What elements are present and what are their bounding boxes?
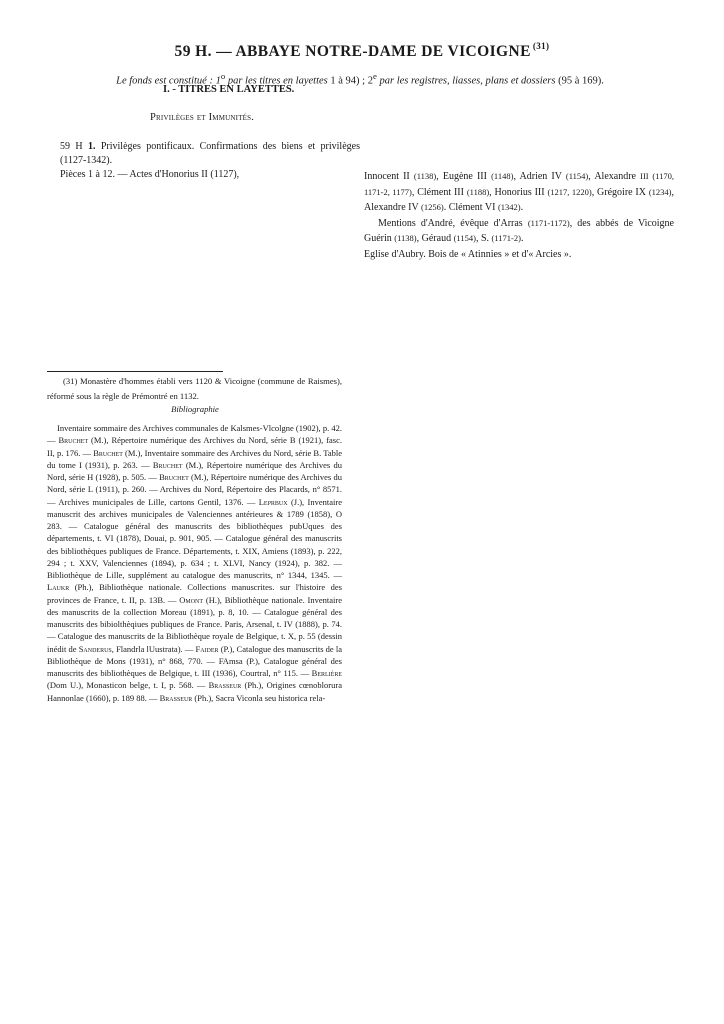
text-span: (Ph.), Bibliothèque nationale. Collections manuscrites. sur l'histoire des provinces de France, t. II, p. 13B. —: [47, 582, 342, 605]
text-span: (1154): [453, 233, 476, 244]
fonds-text-5: (95 à 169).: [558, 75, 604, 87]
text-span: (M.), Répertoire numérique des Archives du Nord, série H (1928), p. 505. —: [47, 459, 342, 482]
text-span: , Eugène III: [436, 171, 492, 182]
footnote-ref: (31): [532, 41, 550, 51]
text-span: (1148): [491, 171, 514, 181]
footnote-divider: [47, 371, 223, 372]
popes-paragraph: [364, 169, 674, 216]
text-span: , Flandrla lUustrata). —: [111, 643, 196, 654]
text-span: (1256): [421, 202, 444, 213]
text-span: Leprbux: [258, 496, 288, 507]
entry-59h1: [60, 140, 360, 182]
fonds-sup-2: e: [372, 71, 377, 81]
entry-title: [60, 140, 360, 168]
text-span: Laukr: [47, 582, 70, 593]
fonds-text-2: par les titres en layettes: [225, 75, 331, 87]
text-span: Faider: [195, 643, 219, 654]
entry-number: 1.: [87, 141, 96, 152]
text-span: (M.), Répertoire numérique des Archives du Nord, série L (1911), p. 260. — Archives du Nord, Répertoire des Placards, n° 8571. — Archives municipales de Lille, cartons Gentil, 1376. —: [47, 472, 342, 507]
text-span: (1234): [648, 186, 672, 197]
entry-pieces: Pièces 1 à 12. — Actes d'Honorius II (1127),: [60, 169, 240, 180]
text-span: (Ph.), Origines cœnoblorura Hannonlae (1660), p. 189 88. —: [47, 680, 342, 703]
text-span: Bruchet: [159, 472, 189, 482]
bibliography-title: Bibliographie: [171, 404, 219, 414]
fonds-text-3: 1 à 94) ; 2: [330, 75, 373, 87]
footnote: [47, 374, 342, 404]
text-span: (1154): [565, 171, 589, 181]
text-span: , Honorius III: [489, 186, 548, 198]
text-span: Brasseur: [208, 680, 242, 691]
text-span: III (1170, 1171-2, 1177): [364, 171, 674, 197]
bibliography-text: [47, 422, 342, 704]
fonds-description: [40, 69, 680, 89]
text-span: , Adrien IV: [513, 171, 566, 182]
text-span: Mentions d'André, évêque d'Arras: [378, 217, 528, 229]
text-span: (Ph.), Sacra Viconla seu historica rela-: [192, 692, 326, 703]
text-span: , Géraud: [416, 233, 454, 245]
text-span: (Dom U.), Monasticon belge, t. I, p. 568. —: [47, 680, 209, 691]
text-span: (1342): [497, 202, 521, 213]
entry-text: Privilèges pontificaux. Confirmations des biens et privilèges (1127-1342).: [60, 141, 360, 166]
footnote-text: (31) Monastère d'hommes établi vers 1120 & Vicoigne (commune de Raismes), réformé sous la règle de Prémontré en 1132.: [47, 376, 342, 401]
section-heading: I. - TITRES EN LAYETTES.: [163, 84, 295, 95]
text-span: , Clément III: [411, 186, 467, 198]
text-span: (J.), Inventaire manuscrit des archives municipales de Valenciennes antérieures & 1789 (1858), O 283. — Catalogue général des manuscrits des bibliothèques pubUques des départements, t. VI (1878), Douai, p. 901, 905. — Catalogue général des manuscrits des bibliothèques publiques de France. Départements, t. XIX, Amiens (1893), p. 222, 294 ; t. XXV, Valenciennes (1894), p. 634 ; t. XLVI, Nancy (1924), p. 382. — Bibliothèque de Lille, supplément au catalogue des manuscrits, n° 1344, 1345. —: [47, 496, 342, 580]
text-span: Omont: [179, 594, 204, 605]
text-span: (1171-1172): [527, 217, 570, 228]
text-span: (1217, 1220): [547, 186, 592, 197]
text-span: (H.), Bibliothèque nationale. Inventaire des manuscrits de la collection Moreau (1891), p. 8, 10. — Catalogue général des manuscrits des bibiolthèqiues publiques de France. Paris, Arsenal, t. IV (1888), p. 74. — Catalogue des manuscrits de la Bibliothèque royale de Belgique, t. X, p. 55 (dessin inédit de: [47, 594, 342, 654]
text-span: Brasseur: [159, 692, 193, 703]
text-span: (1138): [413, 171, 437, 181]
eglise-line: Eglise d'Aubry. Bois de « Atinnies » et d'« Arcies ».: [364, 248, 572, 260]
text-span: , Alexandre IV: [364, 186, 675, 214]
entry-code: 59 H: [60, 141, 88, 152]
text-span: (1188): [466, 186, 490, 197]
text-span: , S.: [475, 233, 492, 245]
text-span: (1138): [394, 233, 417, 244]
text-span: .: [520, 233, 524, 245]
text-span: Innocent II: [364, 171, 414, 182]
text-span: , Alexandre: [588, 171, 641, 182]
text-span: (M.), Répertoire numérique des Archives du Nord, série B (1921), fasc. II, p. 176. —: [47, 435, 343, 458]
text-span: , des abbés de Vicoigne Guérin: [364, 217, 674, 245]
fonds-text-4: par les registres, liasses, plans et dossiers: [376, 75, 559, 87]
text-span: (P.), Catalogue des manuscrits de la Bibliothèque de Mons (1931), n° 868, 770. — FAmsa (P.), Catalogue général des manuscrits des bibliothèques de Belgique, t. III (1936), Courtral, n° 115. —: [47, 643, 342, 678]
text-span: Bruchet: [58, 435, 89, 446]
fonds-sup-1: o: [220, 71, 226, 81]
mentions-paragraph: [364, 216, 674, 247]
page-title: [0, 41, 724, 61]
text-span: . Clément VI: [443, 202, 498, 214]
subsection-heading: Privilèges et Immunités.: [150, 112, 255, 123]
page-title-text: 59 H. — ABBAYE NOTRE-DAME DE VICOIGNE: [174, 43, 531, 60]
text-span: Sanderus: [78, 643, 112, 654]
text-span: Berlière: [311, 668, 342, 678]
text-span: (M.), Inventaire sommaire des Archives du Nord, série B. Table du tome I (1931), p. 263. —: [47, 447, 342, 470]
text-span: Bruchet: [152, 459, 183, 470]
text-span: (1171-2): [491, 233, 521, 244]
bibliography: [47, 422, 342, 704]
fonds-text-1: Le fonds est constitué : 1: [116, 75, 221, 87]
text-span: Bruchet: [93, 447, 123, 458]
right-column: [364, 169, 674, 263]
text-span: .: [520, 202, 524, 214]
text-span: Inventaire sommaire des Archives communales de Kalsmes-Vlcolgne (1902), p. 42. —: [47, 423, 342, 446]
text-span: , Grégoire IX: [591, 186, 649, 198]
